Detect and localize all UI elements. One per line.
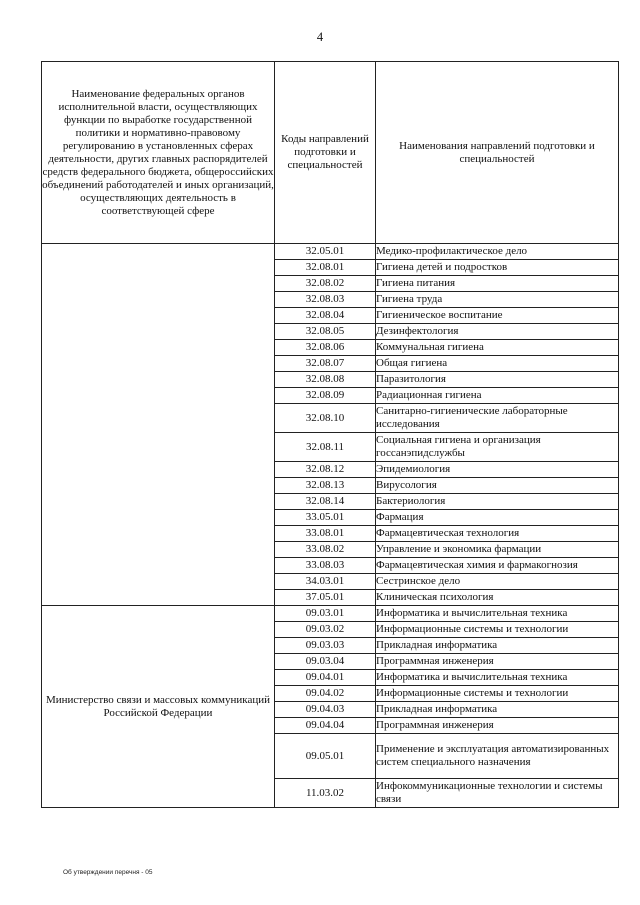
specialty-name-cell: Фармацевтическая химия и фармакогнозия — [376, 558, 619, 574]
code-cell: 09.04.04 — [275, 718, 376, 734]
specialty-name-cell: Фармацевтическая технология — [376, 526, 619, 542]
code-cell: 33.05.01 — [275, 510, 376, 526]
code-cell: 32.08.14 — [275, 494, 376, 510]
specialty-name-cell: Сестринское дело — [376, 574, 619, 590]
org-cell — [42, 244, 275, 606]
code-cell: 32.08.07 — [275, 356, 376, 372]
code-cell: 32.08.10 — [275, 404, 376, 433]
specialty-name-cell: Паразитология — [376, 372, 619, 388]
code-cell: 09.03.04 — [275, 654, 376, 670]
table-row — [42, 244, 619, 260]
specialty-name-cell: Инфокоммуникационные технологии и системы связи — [376, 779, 619, 808]
specialties-table — [41, 61, 619, 808]
code-cell: 32.08.09 — [275, 388, 376, 404]
specialty-name-cell: Коммунальная гигиена — [376, 340, 619, 356]
specialty-name-cell: Применение и эксплуатация автоматизированных систем специального назначения — [376, 734, 619, 779]
header-name: Наименования направлений подготовки и специальностей — [376, 62, 619, 244]
specialty-name-cell: Информационные системы и технологии — [376, 686, 619, 702]
header-org: Наименование федеральных органов исполнительной власти, осуществляющих функции по выработке государственной политики и нормативно-правовому регулированию в установленных сферах деятельности, других главных распорядителей средств федерального бюджета, общероссийских объединений работодателей и иных организаций, осуществляющих деятельность в соответствующей сфере — [42, 62, 275, 244]
code-cell: 32.08.01 — [275, 260, 376, 276]
table-row — [42, 606, 619, 622]
code-cell: 32.08.13 — [275, 478, 376, 494]
table-body — [42, 244, 619, 808]
specialty-name-cell: Общая гигиена — [376, 356, 619, 372]
header-code: Коды направлений подготовки и специальностей — [275, 62, 376, 244]
code-cell: 32.08.11 — [275, 433, 376, 462]
specialty-name-cell: Эпидемиология — [376, 462, 619, 478]
code-cell: 32.05.01 — [275, 244, 376, 260]
specialty-name-cell: Гигиена труда — [376, 292, 619, 308]
specialty-name-cell: Дезинфектология — [376, 324, 619, 340]
specialty-name-cell: Управление и экономика фармации — [376, 542, 619, 558]
specialty-name-cell: Гигиена питания — [376, 276, 619, 292]
code-cell: 09.03.02 — [275, 622, 376, 638]
specialty-name-cell: Радиационная гигиена — [376, 388, 619, 404]
specialty-name-cell: Гигиеническое воспитание — [376, 308, 619, 324]
specialty-name-cell: Медико-профилактическое дело — [376, 244, 619, 260]
code-cell: 09.03.01 — [275, 606, 376, 622]
specialty-name-cell: Бактериология — [376, 494, 619, 510]
org-cell: Министерство связи и массовых коммуникаций Российской Федерации — [42, 606, 275, 808]
code-cell: 32.08.02 — [275, 276, 376, 292]
code-cell: 11.03.02 — [275, 779, 376, 808]
specialty-name-cell: Информатика и вычислительная техника — [376, 670, 619, 686]
specialty-name-cell: Прикладная информатика — [376, 702, 619, 718]
code-cell: 33.08.02 — [275, 542, 376, 558]
code-cell: 32.08.03 — [275, 292, 376, 308]
code-cell: 37.05.01 — [275, 590, 376, 606]
code-cell: 33.08.01 — [275, 526, 376, 542]
specialty-name-cell: Фармация — [376, 510, 619, 526]
page-number: 4 — [316, 30, 324, 44]
specialty-name-cell: Санитарно-гигиенические лабораторные исследования — [376, 404, 619, 433]
code-cell: 09.04.03 — [275, 702, 376, 718]
specialty-name-cell: Программная инженерия — [376, 654, 619, 670]
footer-note: Об утверждении перечня - 05 — [63, 869, 153, 876]
code-cell: 09.04.02 — [275, 686, 376, 702]
code-cell: 09.04.01 — [275, 670, 376, 686]
code-cell: 32.08.08 — [275, 372, 376, 388]
specialty-name-cell: Гигиена детей и подростков — [376, 260, 619, 276]
specialty-name-cell: Информатика и вычислительная техника — [376, 606, 619, 622]
specialty-name-cell: Информационные системы и технологии — [376, 622, 619, 638]
specialty-name-cell: Клиническая психология — [376, 590, 619, 606]
code-cell: 09.03.03 — [275, 638, 376, 654]
specialty-name-cell: Вирусология — [376, 478, 619, 494]
code-cell: 09.05.01 — [275, 734, 376, 779]
specialty-name-cell: Программная инженерия — [376, 718, 619, 734]
specialty-name-cell: Социальная гигиена и организация госсанэпидслужбы — [376, 433, 619, 462]
code-cell: 32.08.05 — [275, 324, 376, 340]
code-cell: 34.03.01 — [275, 574, 376, 590]
code-cell: 33.08.03 — [275, 558, 376, 574]
table-header-row — [42, 62, 619, 244]
specialty-name-cell: Прикладная информатика — [376, 638, 619, 654]
code-cell: 32.08.06 — [275, 340, 376, 356]
code-cell: 32.08.12 — [275, 462, 376, 478]
code-cell: 32.08.04 — [275, 308, 376, 324]
